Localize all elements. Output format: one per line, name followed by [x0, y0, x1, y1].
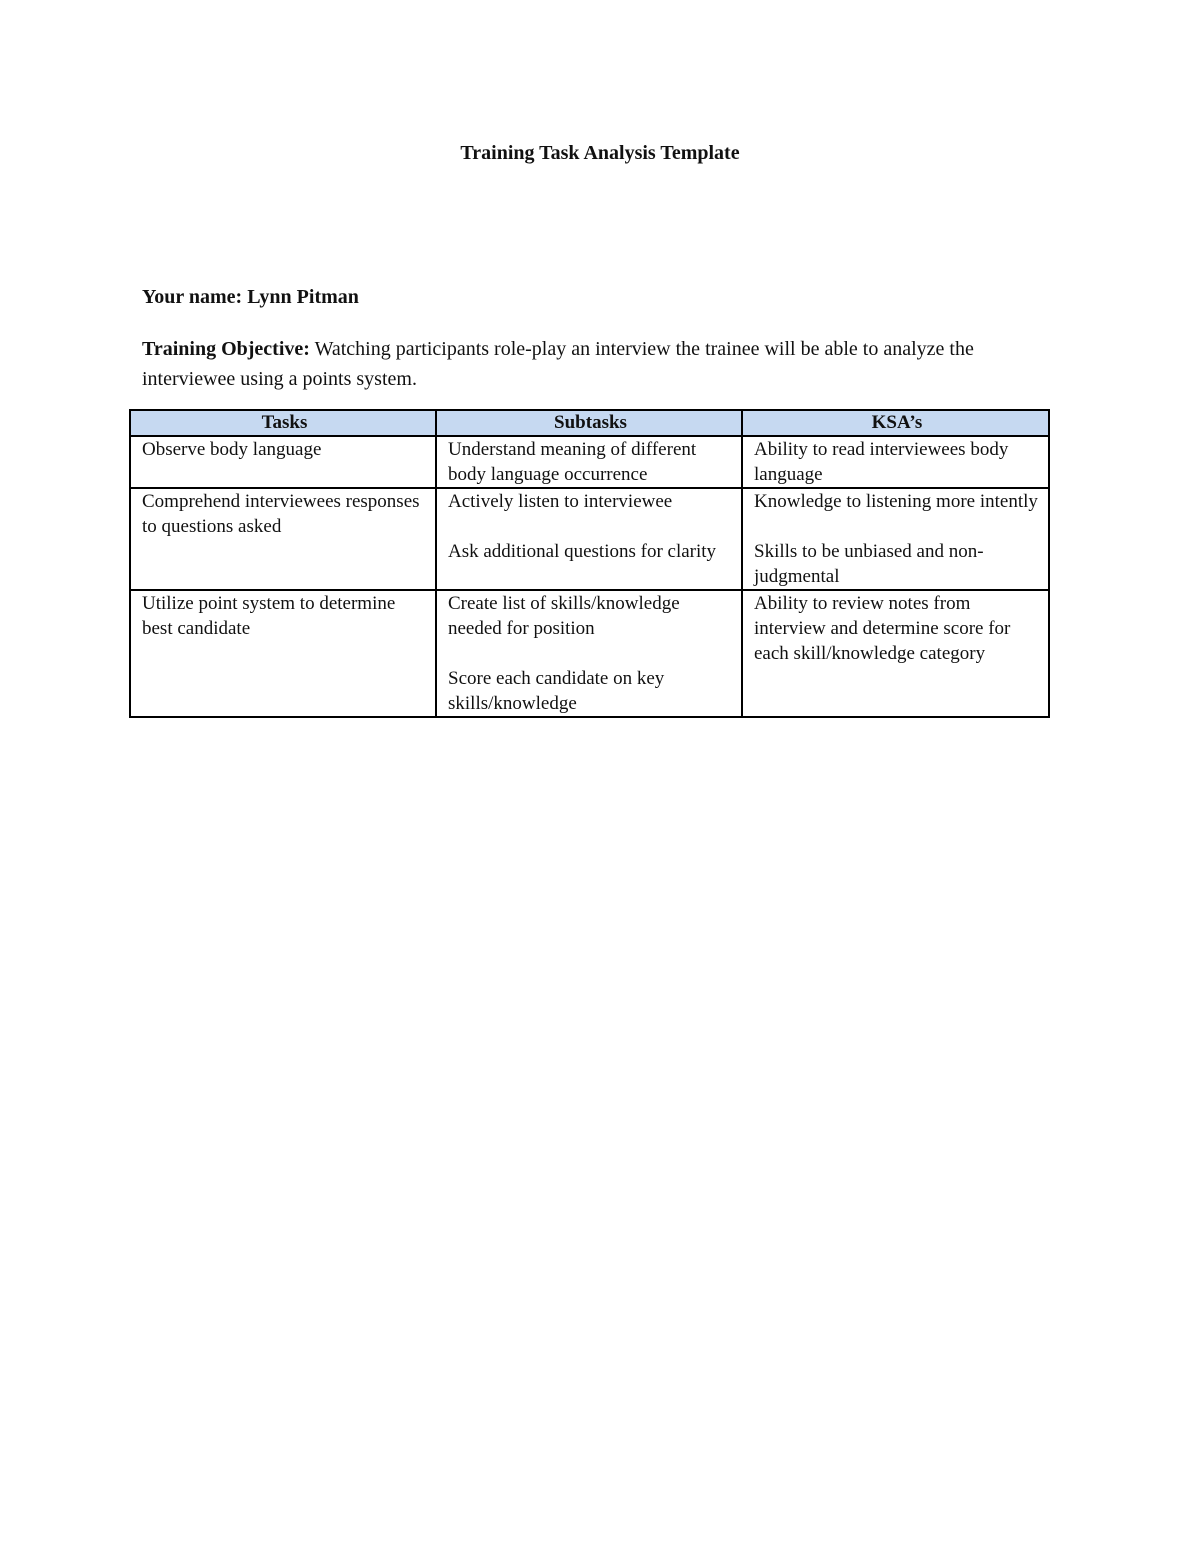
- subtask-text: Understand meaning of different body language occurrence: [448, 439, 697, 485]
- objective-label: Training Objective:: [142, 338, 310, 360]
- paragraph-gap: [448, 514, 733, 539]
- table-header-row: [130, 410, 1049, 436]
- table-row: [130, 590, 1049, 717]
- name-label: Your name:: [142, 286, 243, 308]
- task-text: Utilize point system to determine best candidate: [142, 593, 396, 639]
- header-subtasks: Subtasks: [436, 410, 742, 436]
- training-objective: [142, 334, 1052, 394]
- ksa-cell: [742, 488, 1049, 590]
- objective-text: Watching participants role-play an interview the trainee will be able to analyze the interviewee using a points system.: [142, 338, 974, 390]
- task-text: Observe body language: [142, 439, 322, 460]
- ksa-cell: [742, 590, 1049, 717]
- subtask-text: Actively listen to interviewee: [448, 491, 673, 512]
- task-cell: [130, 436, 436, 488]
- ksa-text: Knowledge to listening more intently: [754, 491, 1038, 512]
- ksa-text: Ability to review notes from interview and determine score for each skill/knowledge category: [754, 593, 1011, 664]
- ksa-cell: [742, 436, 1049, 488]
- header-ksas: KSA’s: [742, 410, 1049, 436]
- ksa-text: Skills to be unbiased and non-judgmental: [754, 541, 984, 587]
- table-row: [130, 488, 1049, 590]
- header-tasks: Tasks: [130, 410, 436, 436]
- paragraph-gap: [448, 641, 733, 666]
- task-text: Comprehend interviewees responses to questions asked: [142, 491, 420, 537]
- name-value: Lynn Pitman: [247, 286, 359, 308]
- table-row: [130, 436, 1049, 488]
- task-cell: [130, 488, 436, 590]
- name-line: [142, 286, 359, 309]
- task-analysis-table: [129, 409, 1050, 718]
- ksa-text: Ability to read interviewees body language: [754, 439, 1009, 485]
- subtask-text: Create list of skills/knowledge needed for position: [448, 593, 680, 639]
- subtask-text: Score each candidate on key skills/knowledge: [448, 668, 665, 714]
- subtasks-cell: [436, 436, 742, 488]
- subtask-text: Ask additional questions for clarity: [448, 541, 717, 562]
- task-cell: [130, 590, 436, 717]
- paragraph-gap: [754, 514, 1040, 539]
- subtasks-cell: [436, 488, 742, 590]
- subtasks-cell: [436, 590, 742, 717]
- document-title: Training Task Analysis Template: [460, 142, 740, 164]
